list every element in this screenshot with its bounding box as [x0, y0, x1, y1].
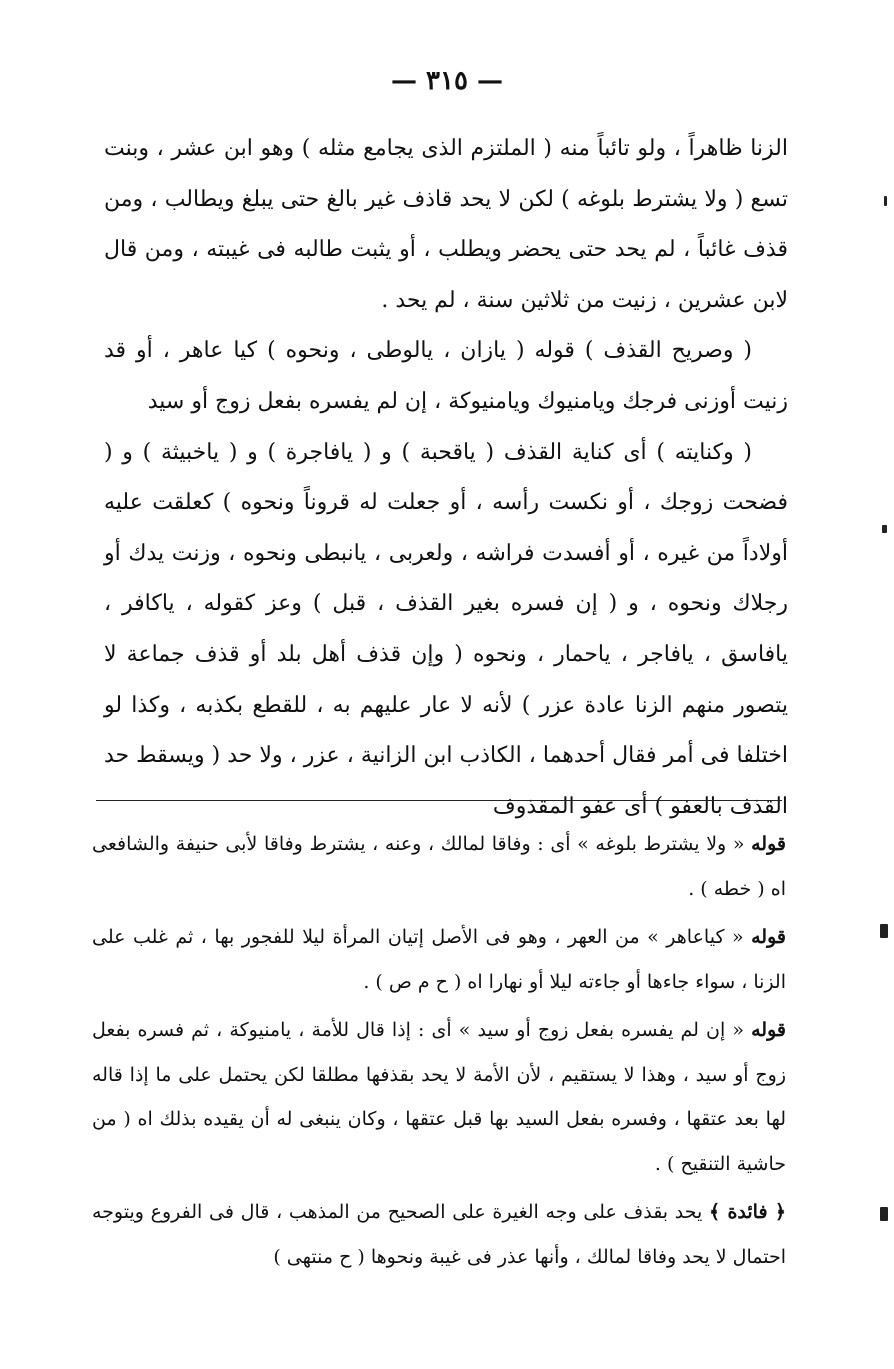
- footnote-keyword: قوله: [751, 833, 786, 855]
- scan-edge-mark: [880, 924, 888, 938]
- footnote: [92, 915, 786, 1004]
- footnote-keyword: ﴿ فائدة ﴾: [709, 1201, 786, 1223]
- footnote-separator: [96, 800, 782, 801]
- footnote-text: يحد بقذف على وجه الغيرة على الصحيح من المذهب ، قال فى الفروع ويتوجه احتمال لا يحد وفاقا لمالك ، وأنها عذر فى غيبة ونحوها ( ح منتهى ): [92, 1201, 786, 1268]
- scan-edge-mark: [884, 196, 887, 206]
- main-paragraph: ( وصريح القذف ) قوله ( يازان ، يالوطى ، ونحوه ) كيا عاهر ، أو قد زنيت أوزنى فرجك ويامنيوك ويامنيوكة ، إن لم يفسره بفعل زوج أو سيد: [104, 338, 788, 414]
- footnotes: [92, 822, 786, 1283]
- footnote: [92, 1008, 786, 1186]
- page-number: — ٣١٥ —: [390, 66, 504, 96]
- footnote: [92, 822, 786, 911]
- main-text: [104, 124, 788, 832]
- main-paragraph: ( وكنايته ) أى كناية القذف ( ياقحبة ) و ( يافاجرة ) و ( ياخبيثة ) و ( فضحت زوجك ، أو نكست رأسه ، أو جعلت له قروناً ونحوه ) كعلقت عليه أولاداً من غيره ، أو أفسدت فراشه ، ولعربى ، يانبطى ونحوه ، وزنت يدك أو رجلاك ونحوه ، و ( إن فسره بغير القذف ، قبل ) وعز كقوله ، ياكافر ، يافاسق ، يافاجر ، ياحمار ، ونحوه ( وإن قذف أهل بلد أو قذف جماعة لا يتصور منهم الزنا عادة عزر ) لأنه لا عار عليهم به ، للقطع بكذبه ، وكذا لو اختلفا فى أمر فقال أحدهما ، الكاذب ابن الزانية ، عزر ، ولا حد ( ويسقط حد القذف بالعفو ) أى عفو المقذوف: [104, 439, 788, 819]
- footnote-keyword: قوله: [751, 926, 786, 948]
- footnote-text: « ولا يشترط بلوغه » أى : وفاقا لمالك ، وعنه ، يشترط وفاقا لأبى حنيفة والشافعى اه ( خطه ) .: [92, 833, 786, 900]
- main-paragraph: الزنا ظاهراً ، ولو تائباً منه ( الملتزم الذى يجامع مثله ) وهو ابن عشر ، وبنت تسع ( ولا يشترط بلوغه ) لكن لا يحد قاذف غير بالغ حتى يبلغ ويطالب ، ومن قذف غائباً ، لم يحد حتى يحضر ويطلب ، أو يثبت طالبه فى غيبته ، ومن قال لابن عشرين ، زنيت من ثلاثين سنة ، لم يحد .: [104, 136, 788, 313]
- scan-edge-mark: [882, 525, 887, 533]
- footnote-text: « إن لم يفسره بفعل زوج أو سيد » أى : إذا قال للأمة ، يامنيوكة ، ثم فسره بفعل زوج أو سيد ، وهذا لا يستقيم ، لأن الأمة لا يحد بقذفها مطلقا لكن يحتمل على ما إذا قاله لها بعد عتقها ، وفسره بفعل السيد بها قبل عتقها ، وكان ينبغى له أن يقيده بذلك اه ( من حاشية التنقيح ) .: [92, 1019, 786, 1175]
- footnote-text: « كياعاهر » من العهر ، وهو فى الأصل إتيان المرأة ليلا للفجور بها ، ثم غلب على الزنا ، سواء جاءها أو جاءته ليلا أو نهارا اه ( ح م ص ) .: [92, 926, 786, 993]
- footnote-keyword: قوله: [751, 1019, 786, 1041]
- footnote: [92, 1190, 786, 1279]
- scan-edge-mark: [880, 1207, 888, 1221]
